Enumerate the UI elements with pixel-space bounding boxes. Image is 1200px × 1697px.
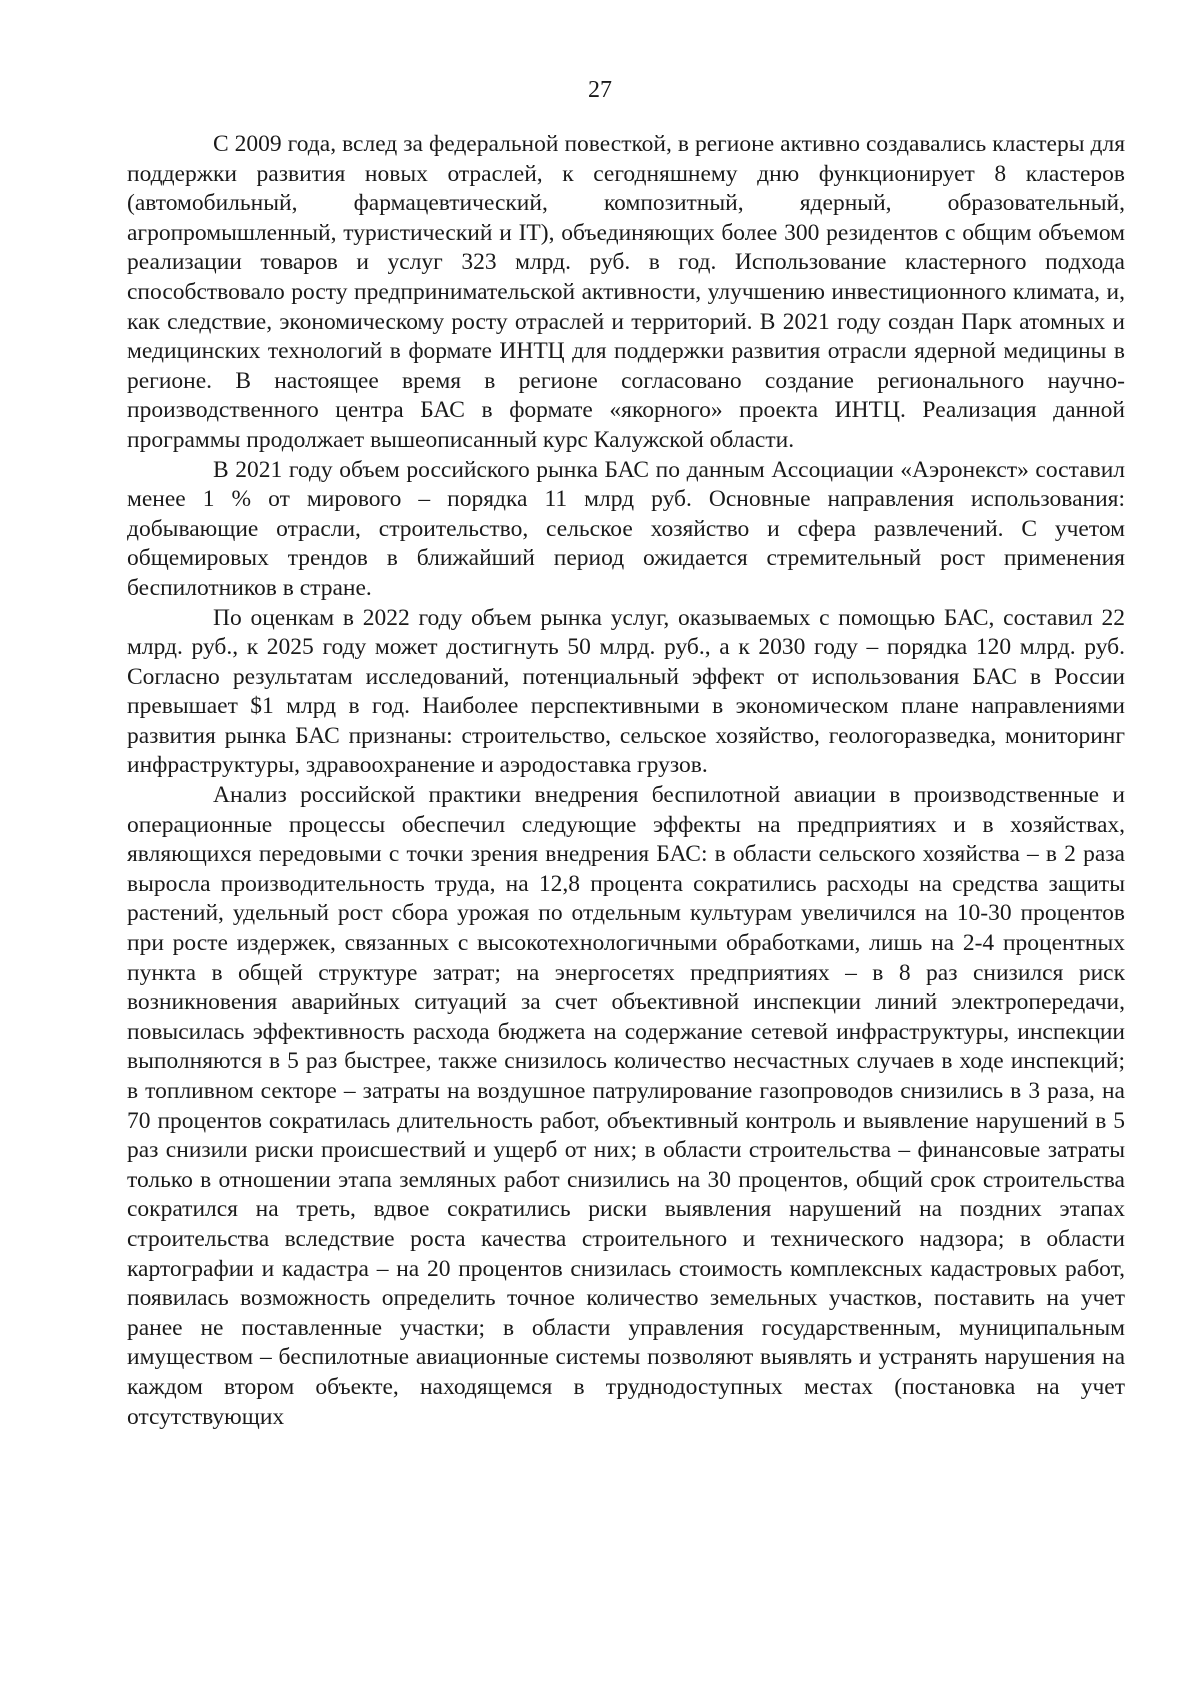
page-number: 27 [588, 77, 612, 103]
body-text [127, 130, 1125, 1432]
paragraph-market-forecast: По оценкам в 2022 году объем рынка услуг, оказываемых с помощью БАС, составил 22 млрд. руб., к 2025 году может достигнуть 50 млрд. руб., а к 2030 году – порядка 120 млрд. руб. Согласно результатам исследований, потенциальный эффект от использования БАС в России превышает $1 млрд в год. Наиболее перспективными в экономическом плане направлениями развития рынка БАС признаны: строительство, сельское хозяйство, геологоразведка, мониторинг инфраструктуры, здравоохранение и аэродоставка грузов. [127, 604, 1125, 779]
paragraph-practice-analysis: Анализ российской практики внедрения беспилотной авиации в производственные и операционные процессы обеспечил следующие эффекты на предприятиях и в хозяйствах, являющихся передовыми с точки зрения внедрения БАС: в области сельского хозяйства – в 2 раза выросла производительность труда, на 12,8 процента сократились расходы на средства защиты растений, удельный рост сбора урожая по отдельным культурам увеличился на 10-30 процентов при росте издержек, связанных с высокотехнологичными обработками, лишь на 2-4 процентных пункта в общей структуре затрат; на энергосетях предприятиях – в 8 раз снизился риск возникновения аварийных ситуаций за счет объективной инспекции линий электропередачи, повысилась эффективность расхода бюджета на содержание сетевой инфраструктуры, инспекции выполняются в 5 раз быстрее, также снизилось количество несчастных случаев в ходе инспекций; в топливном секторе – затраты на воздушное патрулирование газопроводов снизились в 3 раза, на 70 процентов сократилась длительность работ, объективный контроль и выявление нарушений в 5 раз снизили риски происшествий и ущерб от них; в области строительства – финансовые затраты только в отношении этапа земляных работ снизились на 30 процентов, общий срок строительства сократился на треть, вдвое сократились риски выявления нарушений на поздних этапах строительства вследствие роста качества строительного и технического надзора; в области картографии и кадастра – на 20 процентов снизилась стоимость комплексных кадастровых работ, появилась возможность определить точное количество земельных участков, поставить на учет ранее не поставленные участки; в области управления государственным, муниципальным имуществом – беспилотные авиационные системы позволяют выявлять и устранять нарушения на каждом втором объекте, находящемся в труднодоступных местах (постановка на учет отсутствующих [127, 782, 1125, 1430]
paragraph-clusters: С 2009 года, вслед за федеральной повесткой, в регионе активно создавались кластеры для поддержки развития новых отраслей, к сегодняшнему дню функционирует 8 кластеров (автомобильный, фармацевтический, композитный, ядерный, образовательный, агропромышленный, туристический и IT), объединяющих более 300 резидентов с общим объемом реализации товаров и услуг 323 млрд. руб. в год. Использование кластерного подхода способствовало росту предпринимательской активности, улучшению инвестиционного климата, и, как следствие, экономическому росту отраслей и территорий. В 2021 году создан Парк атомных и медицинских технологий в формате ИНТЦ для поддержки развития отрасли ядерной медицины в регионе. В настоящее время в регионе согласовано создание регионального научно-производственного центра БАС в формате «якорного» проекта ИНТЦ. Реализация данной программы продолжает вышеописанный курс Калужской области. [127, 131, 1125, 453]
paragraph-market-2021: В 2021 году объем российского рынка БАС по данным Ассоциации «Аэронекст» составил менее 1 % от мирового – порядка 11 млрд руб. Основные направления использования: добывающие отрасли, строительство, сельское хозяйство и сфера развлечений. С учетом общемировых трендов в ближайший период ожидается стремительный рост применения беспилотников в стране. [127, 456, 1125, 601]
